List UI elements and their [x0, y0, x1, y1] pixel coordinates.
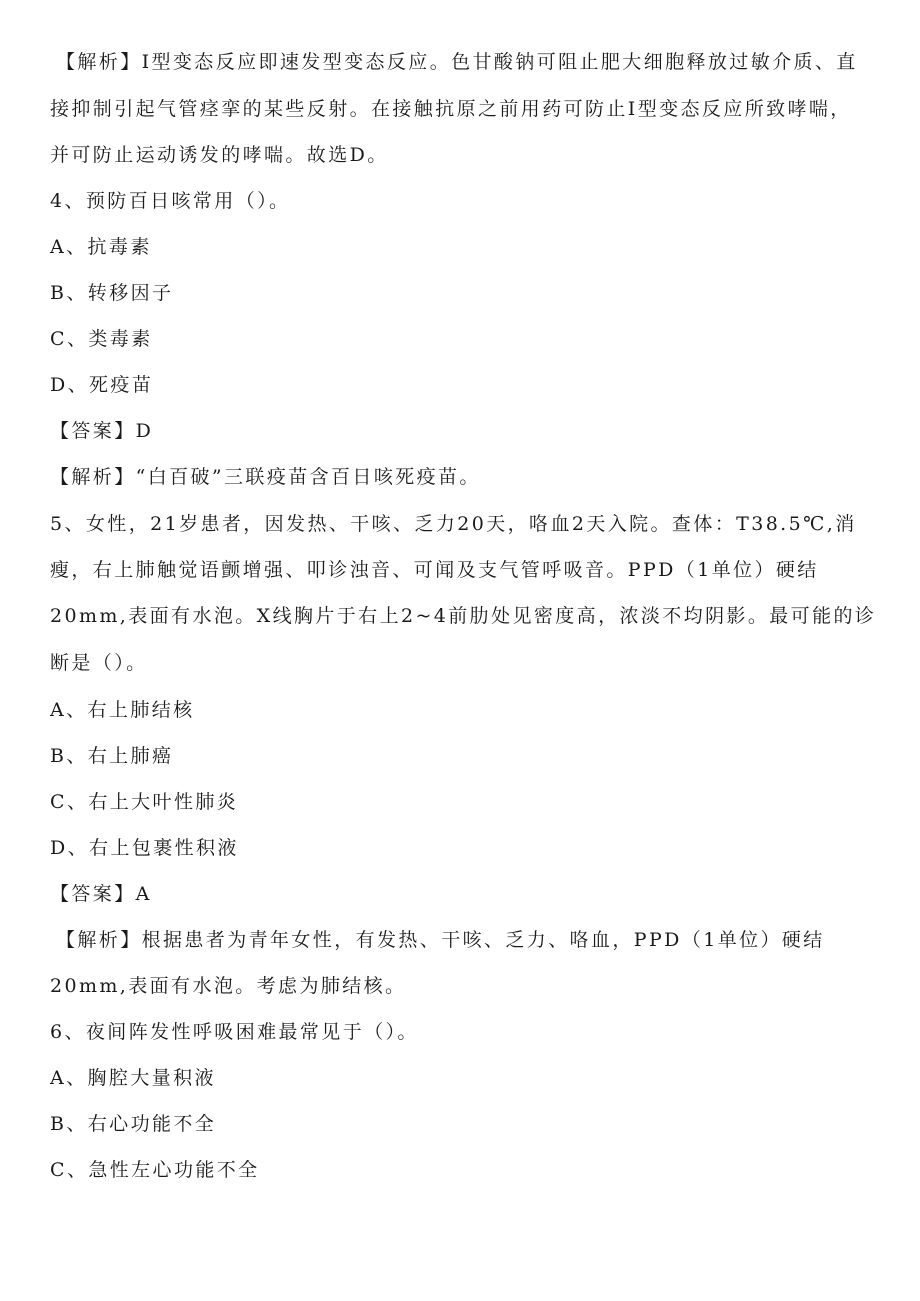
q5-stem-line: 断是（）。: [50, 652, 148, 674]
q3-analysis-line: 【解析】Ⅰ型变态反应即速发型变态反应。色甘酸钠可阻止肥大细胞释放过敏介质、直: [56, 51, 858, 73]
q5-option-d: D、右上包裹性积液: [50, 837, 239, 859]
q4-analysis: 【解析】“白百破”三联疫苗含百日咳死疫苗。: [50, 466, 481, 488]
q5-stem-line: 5、女性，21岁患者，因发热、干咳、乏力20天，咯血2天入院。查体：T38.5℃,消: [50, 513, 857, 535]
q6-option-b: B、右心功能不全: [50, 1113, 217, 1135]
q4-option-d: D、死疫苗: [50, 374, 154, 396]
q5-option-a: A、右上肺结核: [50, 699, 195, 721]
q4-option-b: B、转移因子: [50, 282, 174, 304]
q5-stem-line: 20mm,表面有水泡。X线胸片于右上2~4前肋处见密度高，浓淡不均阴影。最可能的诊: [50, 605, 877, 627]
q3-analysis-line: 并可防止运动诱发的哮喘。故选D。: [50, 144, 389, 166]
q5-analysis-line: 【解析】根据患者为青年女性，有发热、干咳、乏力、咯血，PPD（1单位）硬结: [56, 929, 825, 951]
q4-answer: 【答案】D: [50, 420, 154, 442]
q5-option-c: C、右上大叶性肺炎: [50, 791, 239, 813]
q4-option-a: A、抗毒素: [50, 236, 152, 258]
q4-option-c: C、类毒素: [50, 328, 153, 350]
q5-answer: 【答案】A: [50, 883, 152, 905]
q5-option-b: B、右上肺癌: [50, 745, 174, 767]
q6-option-a: A、胸腔大量积液: [50, 1067, 216, 1089]
q3-analysis-line: 接抑制引起气管痉挛的某些反射。在接触抗原之前用药可防止Ⅰ型变态反应所致哮喘，: [50, 98, 852, 120]
q4-stem: 4、预防百日咳常用（）。: [50, 190, 291, 212]
q5-analysis-line: 20mm,表面有水泡。考虑为肺结核。: [50, 975, 407, 997]
q5-stem-line: 瘦，右上肺触觉语颤增强、叩诊浊音、可闻及支气管呼吸音。PPD（1单位）硬结: [50, 559, 819, 581]
q6-option-c: C、急性左心功能不全: [50, 1159, 260, 1181]
q6-stem: 6、夜间阵发性呼吸困难最常见于（）。: [50, 1021, 419, 1043]
